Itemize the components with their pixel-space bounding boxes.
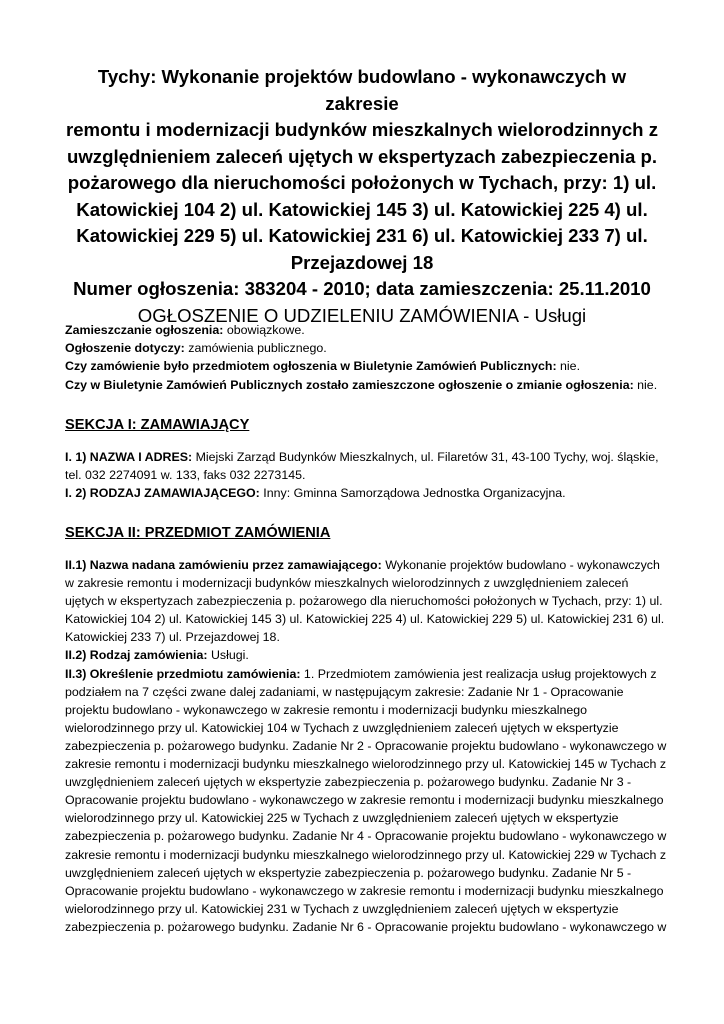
- section-1-body: [65, 448, 663, 502]
- order-name-value: Wykonanie projektów budowlano - wykonawczych: [381, 558, 660, 572]
- announcement-number: Numer ogłoszenia: 383204 - 2010; data zamieszczenia: 25.11.2010: [73, 278, 651, 299]
- title-line: Tychy: Wykonanie projektów budowlano - wykonawczych w zakresie: [97, 66, 627, 114]
- text-line: uwzględnieniem zaleceń ujętych w ekspertyzie zabezpieczenia p. pożarowego budynku. Zadanie Nr 3 -: [65, 775, 632, 790]
- meta-label: Ogłoszenie dotyczy:: [65, 341, 185, 356]
- title-line: remontu i modernizacji budynków mieszkalnych wielorodzinnych z: [65, 119, 658, 140]
- section-2-body: [65, 556, 667, 936]
- text-line: zakresie remontu i modernizacji budynku mieszkalnego wielorodzinnego przy ul. Katowickiej 229 w Tychach z: [65, 847, 667, 862]
- meta-label: Czy zamówienie było przedmiotem ogłoszenia w Biuletynie Zamówień Publicznych:: [65, 359, 557, 374]
- meta-label: Czy w Biuletynie Zamówień Publicznych zostało zamieszczone ogłoszenie o zmianie ogłoszenia:: [65, 377, 634, 392]
- contracting-type-label: I. 2) RODZAJ ZAMAWIAJĄCEGO:: [65, 486, 260, 501]
- text-line: w zakresie remontu i modernizacji budynków mieszkalnych wielorodzinnych z uwzględnieniem zaleceń: [65, 576, 629, 591]
- order-name-label: II.1) Nazwa nadana zamówieniu przez zamawiającego:: [65, 558, 382, 572]
- section-2-heading: SEKCJA II: PRZEDMIOT ZAMÓWIENIA: [65, 525, 331, 541]
- text-line: podziałem na 7 części zwane dalej zadaniami, w następującym zakresie: Zadanie Nr 1 - Opracowanie: [65, 684, 624, 699]
- address-label: I. 1) NAZWA I ADRES:: [65, 450, 193, 464]
- text-line: uwzględnieniem zaleceń ujętych w ekspertyzie zabezpieczenia p. pożarowego budynku. Zadanie Nr 5 -: [65, 865, 632, 880]
- text-line: ujętych w ekspertyzach zabezpieczenia p. pożarowego dla nieruchomości położonych w Tychach, przy: 1) ul.: [65, 594, 663, 609]
- meta-row: [65, 376, 665, 394]
- order-kind-label: II.2) Rodzaj zamówienia:: [65, 648, 208, 663]
- meta-value: zamówienia publicznego.: [184, 341, 327, 356]
- announcement-kind: OGŁOSZENIE O UDZIELENIU ZAMÓWIENIA - Usługi: [137, 304, 587, 326]
- meta-row: [65, 321, 665, 339]
- text-line: Katowickiej 104 2) ul. Katowickiej 145 3) ul. Katowickiej 225 4) ul. Katowickiej 229 5) ul. Katowickiej 231 6) ul.: [65, 612, 665, 627]
- contracting-type-value: Inny: Gminna Samorządowa Jednostka Organizacyjna.: [259, 486, 566, 501]
- announcement-meta: [65, 321, 665, 394]
- text-line: projektu budowlano - wykonawczego w zakresie remontu i modernizacji budynku mieszkalnego: [65, 702, 588, 717]
- order-kind-value: Usługi.: [207, 648, 249, 663]
- order-description-value: 1. Przedmiotem zamówienia jest realizacja usług projektowych z: [300, 666, 657, 681]
- order-kind-row: [65, 646, 663, 664]
- address-row-continued: tel. 032 2274091 w. 133, faks 032 2273145.: [65, 468, 306, 483]
- text-line: Opracowanie projektu budowlano - wykonawczego w zakresie remontu i modernizacji budynku mieszkalnego: [65, 883, 664, 898]
- document-title: [60, 64, 664, 276]
- meta-value: nie.: [633, 377, 658, 392]
- meta-value: obowiązkowe.: [223, 323, 305, 337]
- address-value: Miejski Zarząd Budynków Mieszkalnych, ul. Filaretów 31, 43-100 Tychy, woj. śląskie,: [192, 450, 659, 464]
- text-line: wielorodzinnego przy ul. Katowickiej 104 w Tychach z uwzględnieniem zaleceń ujętych w ekspertyzie: [65, 720, 619, 735]
- text-line: wielorodzinnego przy ul. Katowickiej 225 w Tychach z uwzględnieniem zaleceń ujętych w ekspertyzie: [65, 811, 619, 826]
- meta-label: Zamieszczanie ogłoszenia:: [65, 323, 224, 337]
- title-block: [60, 64, 664, 329]
- text-line: zabezpieczenia p. pożarowego budynku. Zadanie Nr 6 - Opracowanie projektu budowlano - wykonawczego w: [65, 919, 667, 934]
- text-line: zabezpieczenia p. pożarowego budynku. Zadanie Nr 2 - Opracowanie projektu budowlano - wykonawczego w: [65, 738, 667, 753]
- text-line: Katowickiej 233 7) ul. Przejazdowej 18.: [65, 630, 280, 645]
- title-line: Katowickiej 104 2) ul. Katowickiej 145 3) ul. Katowickiej 225 4) ul.: [76, 198, 648, 220]
- title-line: Przejazdowej 18: [290, 251, 434, 273]
- section-1-heading: SEKCJA I: ZAMAWIAJĄCY: [65, 417, 250, 433]
- text-line: wielorodzinnego przy ul. Katowickiej 231 w Tychach z uwzględnieniem zaleceń ujętych w ekspertyzie: [65, 901, 619, 916]
- text-line: zakresie remontu i modernizacji budynku mieszkalnego wielorodzinnego przy ul. Katowickiej 145 w Tychach z: [65, 757, 667, 772]
- meta-value: nie.: [556, 359, 581, 374]
- text-line: Opracowanie projektu budowlano - wykonawczego w zakresie remontu i modernizacji budynku mieszkalnego: [65, 793, 664, 808]
- address-row: [65, 448, 663, 466]
- meta-row: [65, 357, 665, 375]
- contracting-type-row: [65, 484, 663, 502]
- title-line: Katowickiej 229 5) ul. Katowickiej 231 6) ul. Katowickiej 233 7) ul.: [76, 225, 648, 246]
- text-line: zabezpieczenia p. pożarowego budynku. Zadanie Nr 4 - Opracowanie projektu budowlano - wykonawczego w: [65, 829, 667, 844]
- title-line: uwzględnieniem zaleceń ujętych w ekspertyzach zabezpieczenia p.: [66, 145, 658, 167]
- order-name-row: [65, 556, 663, 574]
- meta-row: [65, 339, 665, 357]
- order-description-row: [65, 665, 663, 683]
- title-line: pożarowego dla nieruchomości położonych w Tychach, przy: 1) ul.: [67, 172, 657, 193]
- order-description-label: II.3) Określenie przedmiotu zamówienia:: [65, 666, 301, 681]
